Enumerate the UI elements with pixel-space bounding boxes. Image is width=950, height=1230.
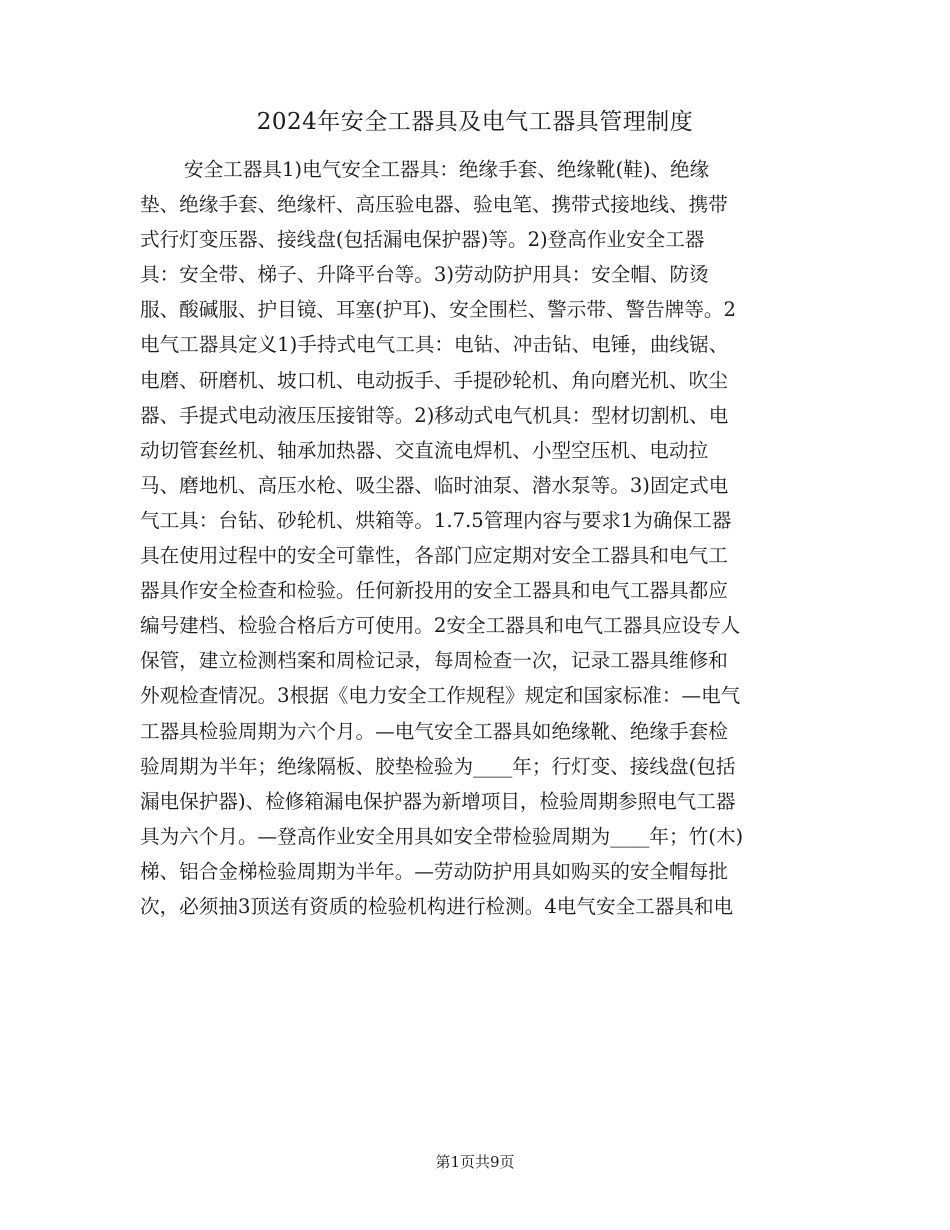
body-line-22: 次，必须抽3顶送有资质的检验机构进行检测。4电气安全工器具和电 (140, 894, 734, 918)
body-line-5: 服、酸碱服、护目镜、耳塞(护耳)、安全围栏、警示带、警告牌等。2 (140, 298, 736, 322)
body-line-20: 具为六个月。—登高作业安全用具如安全带检验周期为____年；竹(木) (140, 824, 744, 848)
body-line-18: 验周期为半年；绝缘隔板、胶垫检验为____年；行灯变、接线盘(包括 (140, 754, 736, 778)
body-line-1: 安全工器具1)电气安全工器具：绝缘手套、绝缘靴(鞋)、绝缘 (184, 158, 710, 181)
body-line-21: 梯、铝合金梯检验周期为半年。—劳动防护用具如购买的安全帽每批 (140, 859, 728, 883)
body-line-8: 器、手提式电动液压压接钳等。2)移动式电气机具：型材切割机、电 (140, 403, 729, 427)
page-footer: 第1页共9页 (435, 1153, 515, 1171)
body-line-2: 垫、绝缘手套、绝缘杆、高压验电器、验电笔、携带式接地线、携带 (140, 193, 728, 217)
document-title: 2024年安全工器具及电气工器具管理制度 (256, 109, 694, 135)
body-line-13: 器具作安全检查和检验。任何新投用的安全工器具和电气工器具都应 (140, 579, 728, 603)
body-line-19: 漏电保护器)、检修箱漏电保护器为新增项目，检验周期参照电气工器 (140, 789, 736, 813)
body-line-10: 马、磨地机、高压水枪、吸尘器、临时油泵、潜水泵等。3)固定式电 (140, 473, 729, 497)
body-line-11: 气工具：台钻、砂轮机、烘箱等。1.7.5管理内容与要求1为确保工器 (140, 508, 732, 532)
body-line-14: 编号建档、检验合格后方可使用。2安全工器具和电气工器具应设专人 (140, 614, 741, 638)
body-line-7: 电磨、研磨机、坡口机、电动扳手、手提砂轮机、角向磨光机、吹尘 (140, 368, 728, 392)
body-line-15: 保管，建立检测档案和周检记录，每周检查一次，记录工器具维修和 (140, 649, 728, 673)
body-line-16: 外观检查情况。3根据《电力安全工作规程》规定和国家标准：—电气 (140, 684, 741, 708)
body-line-9: 动切管套丝机、轴承加热器、交直流电焊机、小型空压机、电动拉 (140, 438, 709, 462)
body-line-17: 工器具检验周期为六个月。—电气安全工器具如绝缘靴、绝缘手套检 (140, 719, 728, 743)
body-line-3: 式行灯变压器、接线盘(包括漏电保护器)等。2)登高作业安全工器 (140, 228, 705, 252)
body-line-6: 电气工器具定义1)手持式电气工具：电钻、冲击钻、电锤，曲线锯、 (140, 333, 729, 357)
body-line-12: 具在使用过程中的安全可靠性，各部门应定期对安全工器具和电气工 (140, 544, 728, 568)
document-body (140, 152, 826, 924)
body-line-4: 具：安全带、梯子、升降平台等。3)劳动防护用具：安全帽、防烫 (140, 263, 709, 287)
